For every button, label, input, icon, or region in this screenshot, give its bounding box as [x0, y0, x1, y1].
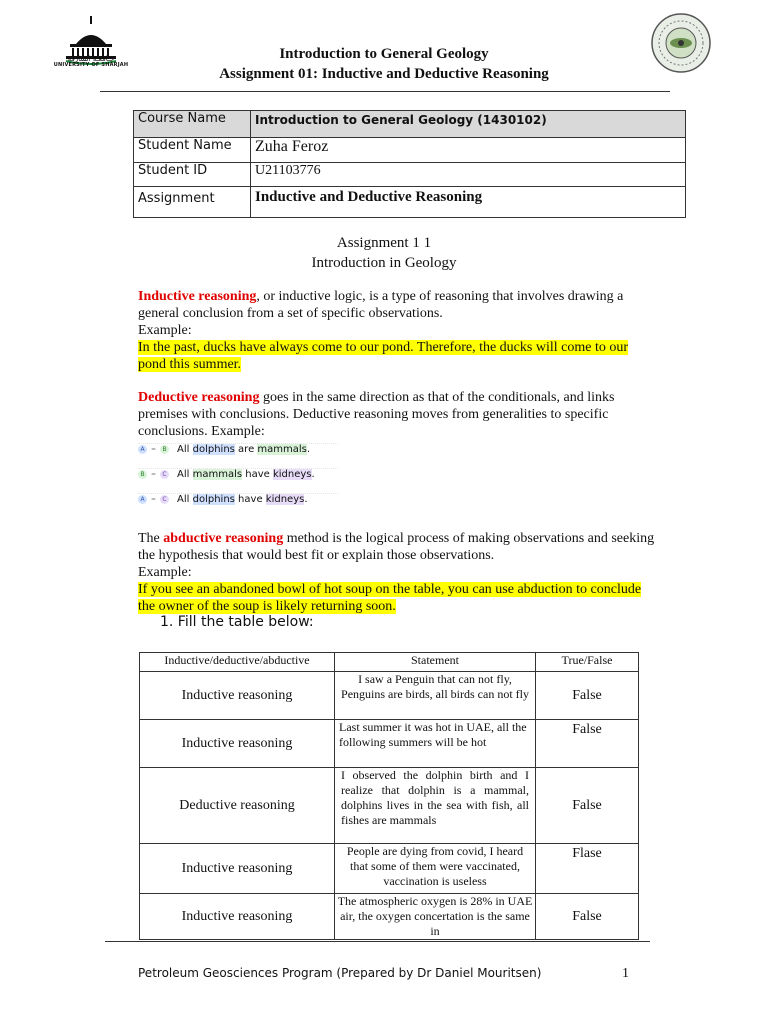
- premise-b-marker: B: [138, 470, 147, 479]
- syllogism-text: .: [304, 494, 308, 505]
- info-row: [134, 163, 686, 187]
- syllogism-line: A = C All dolphins have kidneys.: [138, 493, 338, 514]
- statement-cell: The atmospheric oxygen is 28% in UAE air, the oxygen concertation is the same in: [335, 894, 536, 940]
- header-divider: [100, 91, 670, 92]
- info-value: Zuha Feroz: [251, 138, 686, 163]
- table-row: [140, 768, 639, 844]
- table-row: [140, 720, 639, 768]
- reasoning-table: [139, 652, 639, 940]
- reasoning-type-cell: Inductive reasoning: [140, 844, 335, 894]
- answer-cell: False: [536, 672, 639, 720]
- info-value: Introduction to General Geology (1430102): [251, 111, 686, 138]
- deductive-paragraph: [138, 389, 658, 440]
- table-row: [140, 672, 639, 720]
- footer-text: Petroleum Geosciences Program (Prepared by Dr Daniel Mouritsen): [138, 966, 542, 980]
- inductive-paragraph: [138, 288, 658, 373]
- info-row: [134, 111, 686, 138]
- answer-cell: Flase: [536, 844, 639, 894]
- premise-c-marker: C: [160, 495, 169, 504]
- statement-cell: Last summer it was hot in UAE, all the following summers will be hot: [335, 720, 536, 768]
- abductive-example-label: Example:: [138, 565, 192, 580]
- table-header-row: [140, 653, 639, 672]
- task-instruction: 1. Fill the table below:: [160, 614, 314, 630]
- statement-cell: I saw a Penguin that can not fly, Penguins are birds, all birds can not fly: [335, 672, 536, 720]
- abductive-paragraph: [138, 530, 658, 615]
- statement-cell: I observed the dolphin birth and I realize that dolphin is a mammal, dolphins lives in the sea with fish, all fishes are mammals: [335, 768, 536, 844]
- syllogism-text: are: [234, 444, 258, 455]
- logo-english-text: UNIVERSITY OF SHARJAH: [53, 62, 129, 68]
- syllogism-text: .: [306, 444, 311, 455]
- column-header: Statement: [335, 653, 536, 672]
- document-title: Introduction to General Geology: [279, 46, 489, 62]
- abductive-text: method is the logical process of making observations and seeking the hypothesis that would best fit or explain those observations.: [138, 531, 655, 563]
- column-header: Inductive/deductive/abductive: [140, 653, 335, 672]
- answer-cell: False: [536, 768, 639, 844]
- syllogism-text: .: [311, 469, 315, 480]
- info-label: Course Name: [134, 111, 251, 138]
- premise-a-marker: A: [138, 495, 147, 504]
- abductive-example: If you see an abandoned bowl of hot soup on the table, you can use abduction to conclude the owner of the soup is likely returning soon.: [138, 582, 642, 614]
- info-label: Student Name: [134, 138, 251, 163]
- inductive-term: Inductive reasoning: [138, 289, 257, 304]
- syllogism-text: All: [177, 469, 193, 480]
- syllogism-term: dolphins: [192, 494, 235, 505]
- section-subheading: Introduction in Geology: [311, 255, 457, 271]
- answer-cell: False: [536, 720, 639, 768]
- footer-divider: [105, 941, 650, 942]
- deductive-text: goes in the same direction as that of the conditionals, and links premises with conclusions. Deductive reasoning moves from generalities to specific conclusions. Example:: [138, 390, 615, 439]
- reasoning-type-cell: Inductive reasoning: [140, 720, 335, 768]
- inductive-example-label: Example:: [138, 323, 192, 338]
- syllogism-line: A = B All dolphins are mammals.: [138, 443, 338, 464]
- syllogism-term: kidneys: [265, 494, 305, 505]
- syllogism-text: All: [177, 444, 193, 455]
- page-number: 1: [622, 966, 629, 981]
- inductive-example: In the past, ducks have always come to our pond. Therefore, the ducks will come to our pond this summer.: [138, 340, 628, 372]
- logo-arabic-text: جـامعـة الشارقة: [67, 55, 115, 63]
- column-header: True/False: [536, 653, 639, 672]
- reasoning-type-cell: Deductive reasoning: [140, 768, 335, 844]
- premise-c-marker: C: [160, 470, 169, 479]
- reasoning-type-cell: Inductive reasoning: [140, 894, 335, 940]
- syllogism-line: B = C All mammals have kidneys.: [138, 468, 338, 489]
- abductive-pre: The: [138, 531, 164, 546]
- reasoning-type-cell: Inductive reasoning: [140, 672, 335, 720]
- info-value: U21103776: [251, 163, 686, 187]
- answer-cell: False: [536, 894, 639, 940]
- inductive-text: , or inductive logic, is a type of reasoning that involves drawing a general conclusion from a set of specific observations.: [138, 289, 624, 321]
- abductive-term: abductive reasoning: [163, 531, 284, 546]
- document-subtitle: Assignment 01: Inductive and Deductive Reasoning: [219, 66, 549, 82]
- syllogism-text: All: [177, 494, 193, 505]
- syllogism-term: kidneys: [272, 469, 312, 480]
- info-row: [134, 138, 686, 163]
- syllogism-term: mammals: [257, 444, 307, 455]
- statement-cell: People are dying from covid, I heard that some of them were vaccinated, vaccination is useless: [335, 844, 536, 894]
- info-label: Student ID: [134, 163, 251, 187]
- info-row: [134, 187, 686, 218]
- premise-b-marker: B: [160, 445, 169, 454]
- student-info-table: [133, 110, 686, 218]
- deductive-term: Deductive reasoning: [138, 390, 260, 405]
- table-row: [140, 894, 639, 940]
- syllogism-text: have: [234, 494, 266, 505]
- section-heading: Assignment 1 1: [336, 235, 432, 251]
- info-label: Assignment: [134, 187, 251, 218]
- premise-a-marker: A: [138, 445, 147, 454]
- syllogism-text: have: [242, 469, 273, 480]
- table-row: [140, 844, 639, 894]
- syllogism-term: dolphins: [192, 444, 235, 455]
- info-value: Inductive and Deductive Reasoning: [251, 187, 686, 218]
- syllogism-term: mammals: [192, 469, 243, 480]
